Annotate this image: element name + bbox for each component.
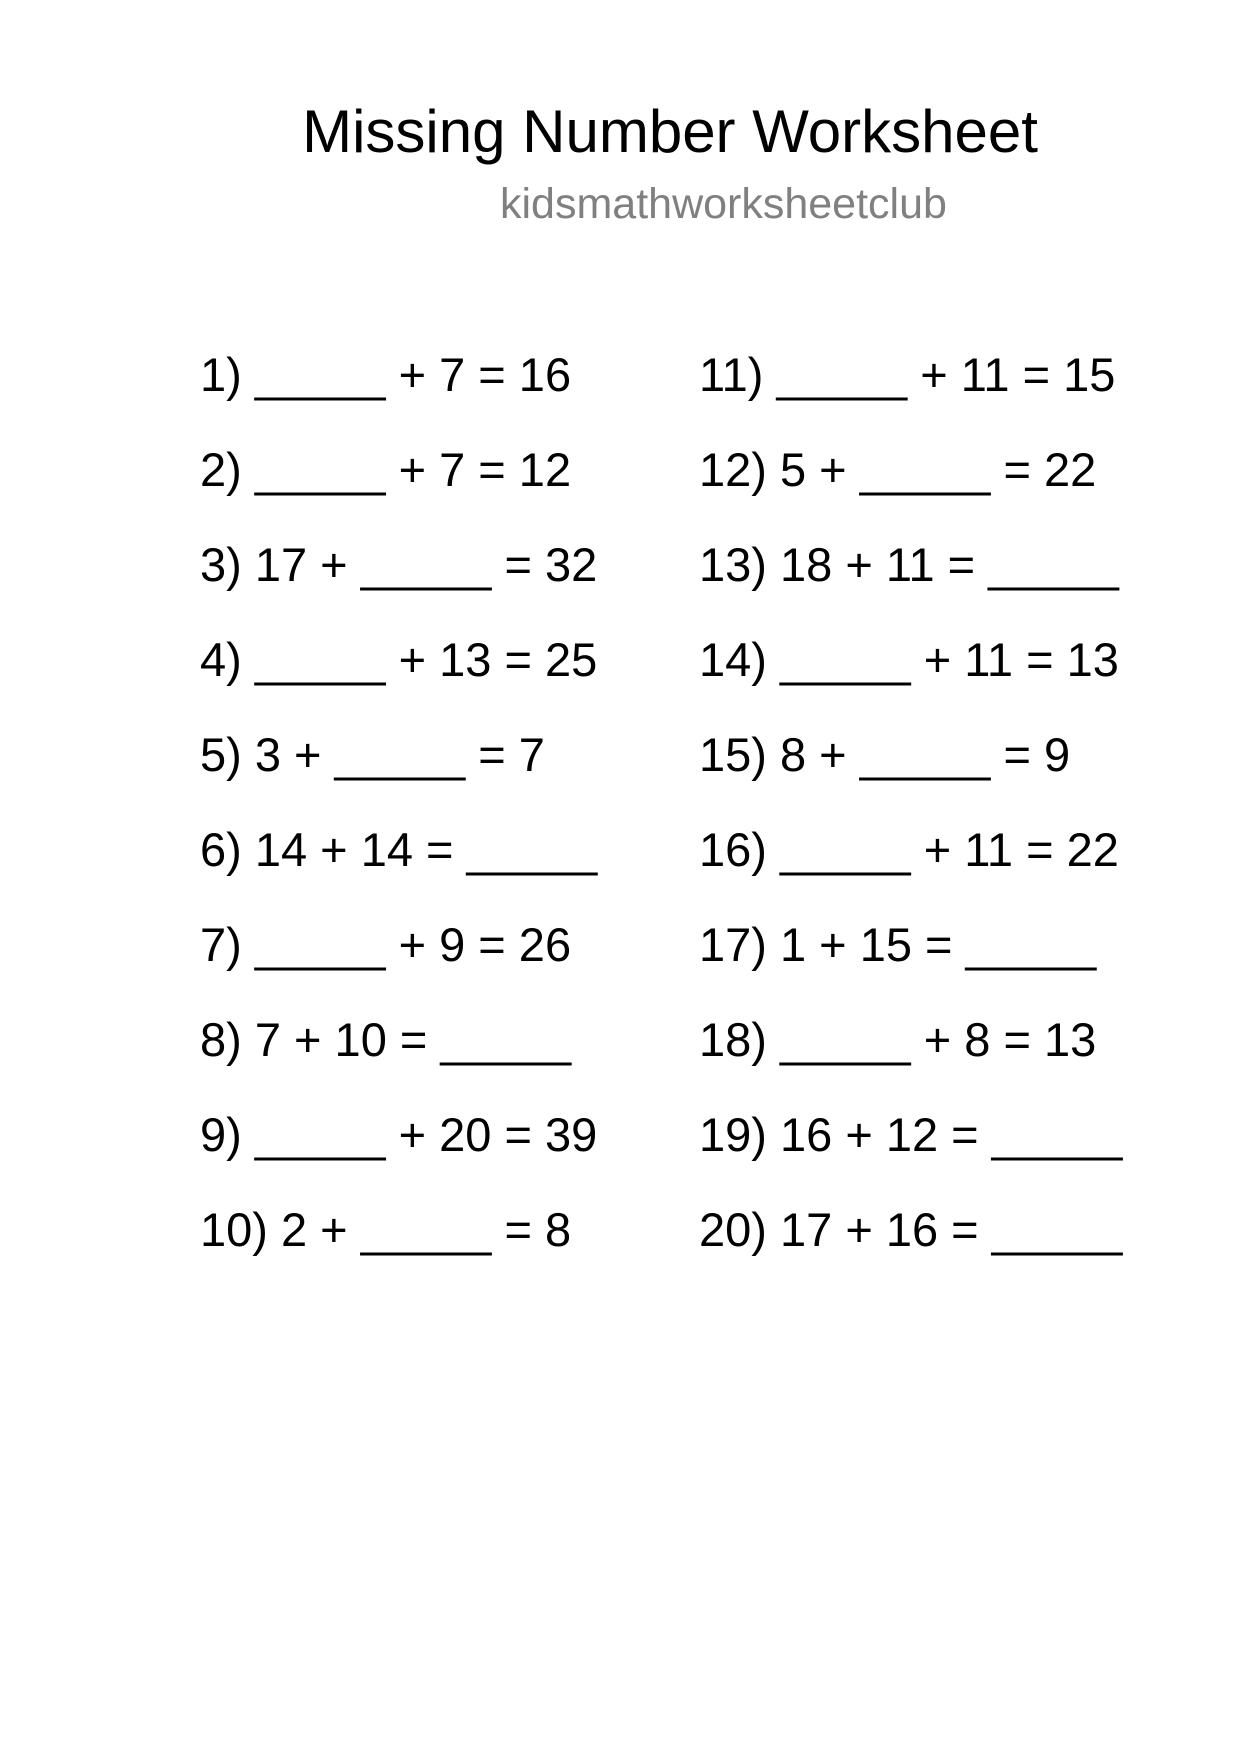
problems-right-column <box>699 345 1122 1295</box>
problem-20: 20) 17 + 16 = _____ <box>699 1203 1123 1256</box>
problem-8: 8) 7 + 10 = _____ <box>200 1013 572 1066</box>
problem-4: 4) _____ + 13 = 25 <box>200 633 598 686</box>
problem-10: 10) 2 + _____ = 8 <box>200 1203 572 1256</box>
problem-6: 6) 14 + 14 = _____ <box>200 823 598 876</box>
problem-5: 5) 3 + _____ = 7 <box>200 728 545 781</box>
problem-9: 9) _____ + 20 = 39 <box>200 1108 598 1161</box>
problem-1: 1) _____ + 7 = 16 <box>200 348 572 401</box>
problem-12: 12) 5 + _____ = 22 <box>699 443 1097 496</box>
problem-16: 16) _____ + 11 = 22 <box>699 823 1119 876</box>
problem-18: 18) _____ + 8 = 13 <box>699 1013 1097 1066</box>
worksheet-title: Missing Number Worksheet <box>302 98 1038 165</box>
problem-7: 7) _____ + 9 = 26 <box>200 918 572 971</box>
problem-19: 19) 16 + 12 = _____ <box>699 1108 1123 1161</box>
problem-15: 15) 8 + _____ = 9 <box>699 728 1071 781</box>
problem-14: 14) _____ + 11 = 13 <box>699 633 1119 686</box>
problem-11: 11) _____ + 11 = 15 <box>699 348 1116 401</box>
problem-17: 17) 1 + 15 = _____ <box>699 918 1097 971</box>
problems-left-column <box>200 345 597 1295</box>
problem-2: 2) _____ + 7 = 12 <box>200 443 572 496</box>
problem-13: 13) 18 + 11 = _____ <box>699 538 1119 591</box>
worksheet-subtitle: kidsmathworksheetclub <box>500 180 947 228</box>
problem-3: 3) 17 + _____ = 32 <box>200 538 598 591</box>
